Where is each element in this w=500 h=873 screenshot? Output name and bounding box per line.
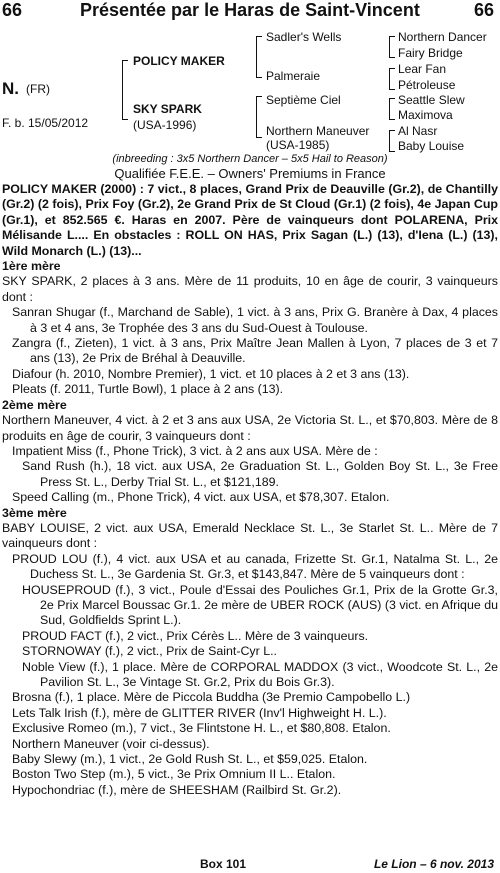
- bracket-g3: [389, 98, 395, 120]
- bracket-g2: [389, 68, 395, 90]
- horse-origin: (FR): [26, 82, 50, 96]
- box-number: Box 101: [200, 857, 247, 871]
- produce-line: Sand Rush (h.), 18 vict. aux USA, 2e Graduation St. L., Golden Boy St. L., 3e Free Press St. L., Derby Trial St. L., et $121,189.: [22, 459, 498, 489]
- sire-dam: Palmeraie: [266, 69, 321, 83]
- dam-dam-origin: (USA-1985): [266, 138, 330, 152]
- produce-line: HOUSEPROUD (f.), 3 vict., Poule d'Essai des Pouliches Gr.1, Prix de la Grotte Gr.3, 2e Prix Marcel Boussac Gr.1. 2e mère de UBER ROCK (AUS) (3 vict. en Afrique du Sud, Goldfields Sprint L.).: [22, 582, 498, 628]
- gg-7: Al Nasr: [398, 124, 438, 138]
- pedigree-table: [0, 26, 500, 152]
- produce-line: Pleats (f. 2011, Turtle Bowl), 1 place à 2 ans (13).: [12, 382, 284, 397]
- produce-line: Diafour (h. 2010, Nombre Premier), 1 vict. et 10 places à 2 et 3 ans (13).: [12, 366, 410, 381]
- gg-5: Seattle Slew: [398, 93, 465, 107]
- produce-line: Lets Talk Irish (f.), mère de GLITTER RIVER (Inv'l Highweight H. L.).: [12, 705, 387, 720]
- dam-line: BABY LOUISE, 2 vict. aux USA, Emerald Necklace St. L., 3e Starlet St. L.. Mère de 7 vainqueurs dont :: [2, 520, 498, 551]
- produce-line: Exclusive Romeo (m.), 7 vict., 3e Flintstone H. L., et $80,808. Etalon.: [12, 721, 391, 736]
- gg-4: Pétroleuse: [398, 78, 456, 92]
- section-third-dam: 3ème mère: [2, 505, 67, 520]
- bracket-g1: [389, 36, 395, 58]
- bracket-sire-parents: [256, 36, 262, 78]
- produce-line: Noble View (f.), 1 place. Mère de CORPORAL MADDOX (3 vict., Woodcote St. L., 2e Pavilion St. L., 3e Vintage St. Gr.2, Prix du Bois Gr.3).: [22, 659, 498, 689]
- gg-1: Northern Dancer: [398, 30, 487, 44]
- lot-number-right: 66: [473, 0, 494, 20]
- produce-line: Northern Maneuver (voir ci-dessus).: [12, 736, 210, 751]
- produce-line: Brosna (f.), 1 place. Mère de Piccola Buddha (3e Premio Campobello L.): [12, 690, 411, 705]
- dam-name: SKY SPARK: [133, 102, 202, 116]
- section-second-dam: 2ème mère: [2, 397, 67, 412]
- qualification-line: Qualifiée F.E.E. – Owners' Premiums in France: [114, 166, 386, 181]
- inbreeding-note: (inbreeding : 3x5 Northern Dancer – 5x5 Hail to Reason): [112, 153, 388, 165]
- gg-2: Fairy Bridge: [398, 46, 463, 60]
- sire-paragraph: POLICY MAKER (2000) : 7 vict., 8 places, Grand Prix de Deauville (Gr.2), de Chantilly (Gr.2) (2 fois), Prix Foy (Gr.2), 2e Grand Prix de St Cloud (Gr.1) (2 fois), 4e Japan Cup (Gr.1), et 852.565 €. Haras en 2007. Père de vainqueurs dont POLARENA, Prix Mélisande L.... En obstacles : ROLL ON HAS, Prix Sagan (L.) (13), d'Iena (L.) (13), Wild Monarch (L.) (13)...: [2, 182, 498, 258]
- bracket-dam-parents: [256, 96, 262, 138]
- dam-dam: Northern Maneuver: [266, 124, 370, 138]
- bracket-parents: [122, 60, 128, 120]
- bracket-g4: [389, 130, 395, 152]
- gg-8: Baby Louise: [398, 139, 465, 153]
- produce-line: Zangra (f., Zieten), 1 vict. à 3 ans, Prix Maître Jean Mallen à Lyon, 7 places de 3 et 7 ans (13), 2e Prix de Bréhal à Deauville.: [12, 336, 498, 366]
- produce-line: Sanran Shugar (f., Marchand de Sable), 1 vict. à 3 ans, Prix G. Branère à Dax, 4 places à 3 et 4 ans, 3e Trophée des 3 ans du Sud-Ouest à Toulouse.: [12, 305, 498, 335]
- lot-number-left: 66: [2, 0, 23, 20]
- produce-line: Impatient Miss (f., Phone Trick), 3 vict. à 2 ans aux USA. Mère de :: [12, 443, 378, 458]
- produce-line: Hypochondriac (f.), mère de SHEESHAM (Railbird St. Gr.2).: [12, 782, 342, 797]
- produce-line: PROUD FACT (f.), 2 vict., Prix Cérès L.. Mère de 3 vainqueurs.: [22, 628, 369, 643]
- dam-line: Northern Maneuver, 4 vict. à 2 et 3 ans aux USA, 2e Victoria St. L., et $70,803. Mère de 8 produits en âge de courir, 3 vainqueurs dont :: [2, 413, 498, 443]
- horse-name: N.: [2, 79, 19, 98]
- sire-sire: Sadler's Wells: [266, 30, 342, 44]
- sale-date: Le Lion – 6 nov. 2013: [373, 857, 494, 871]
- gg-6: Maximova: [398, 108, 453, 122]
- produce-line: STORNOWAY (f.), 2 vict., Prix de Saint-Cyr L..: [22, 644, 277, 659]
- dam-origin: (USA-1996): [133, 118, 197, 132]
- section-first-dam: 1ère mère: [2, 259, 61, 274]
- page-header: [0, 0, 500, 22]
- produce-line: Baby Slewy (m.), 1 vict., 2e Gold Rush St. L., et $59,025. Etalon.: [12, 752, 368, 767]
- produce-line: PROUD LOU (f.), 4 vict. aux USA et au canada, Frizette St. Gr.1, Natalma St. L., 2e Duchess St. L., 3e Gardenia St. Gr.3, et $143,847. Mère de 5 vainqueurs dont :: [12, 551, 498, 582]
- produce-line: Speed Calling (m., Phone Trick), 4 vict. aux USA, et $78,307. Etalon.: [12, 490, 390, 505]
- consignor-title: Présentée par le Haras de Saint-Vincent: [80, 0, 420, 20]
- sire-name: POLICY MAKER: [133, 54, 225, 68]
- gg-3: Lear Fan: [398, 62, 447, 76]
- dam-sire: Septième Ciel: [266, 93, 341, 107]
- catalogue-body: [2, 182, 498, 798]
- horse-birth: F. b. 15/05/2012: [2, 116, 89, 130]
- produce-line: Boston Two Step (m.), 5 vict., 3e Prix Omnium II L.. Etalon.: [12, 767, 336, 782]
- dam-line: SKY SPARK, 2 places à 3 ans. Mère de 11 produits, 10 en âge de courir, 3 vainqueurs dont :: [2, 274, 498, 304]
